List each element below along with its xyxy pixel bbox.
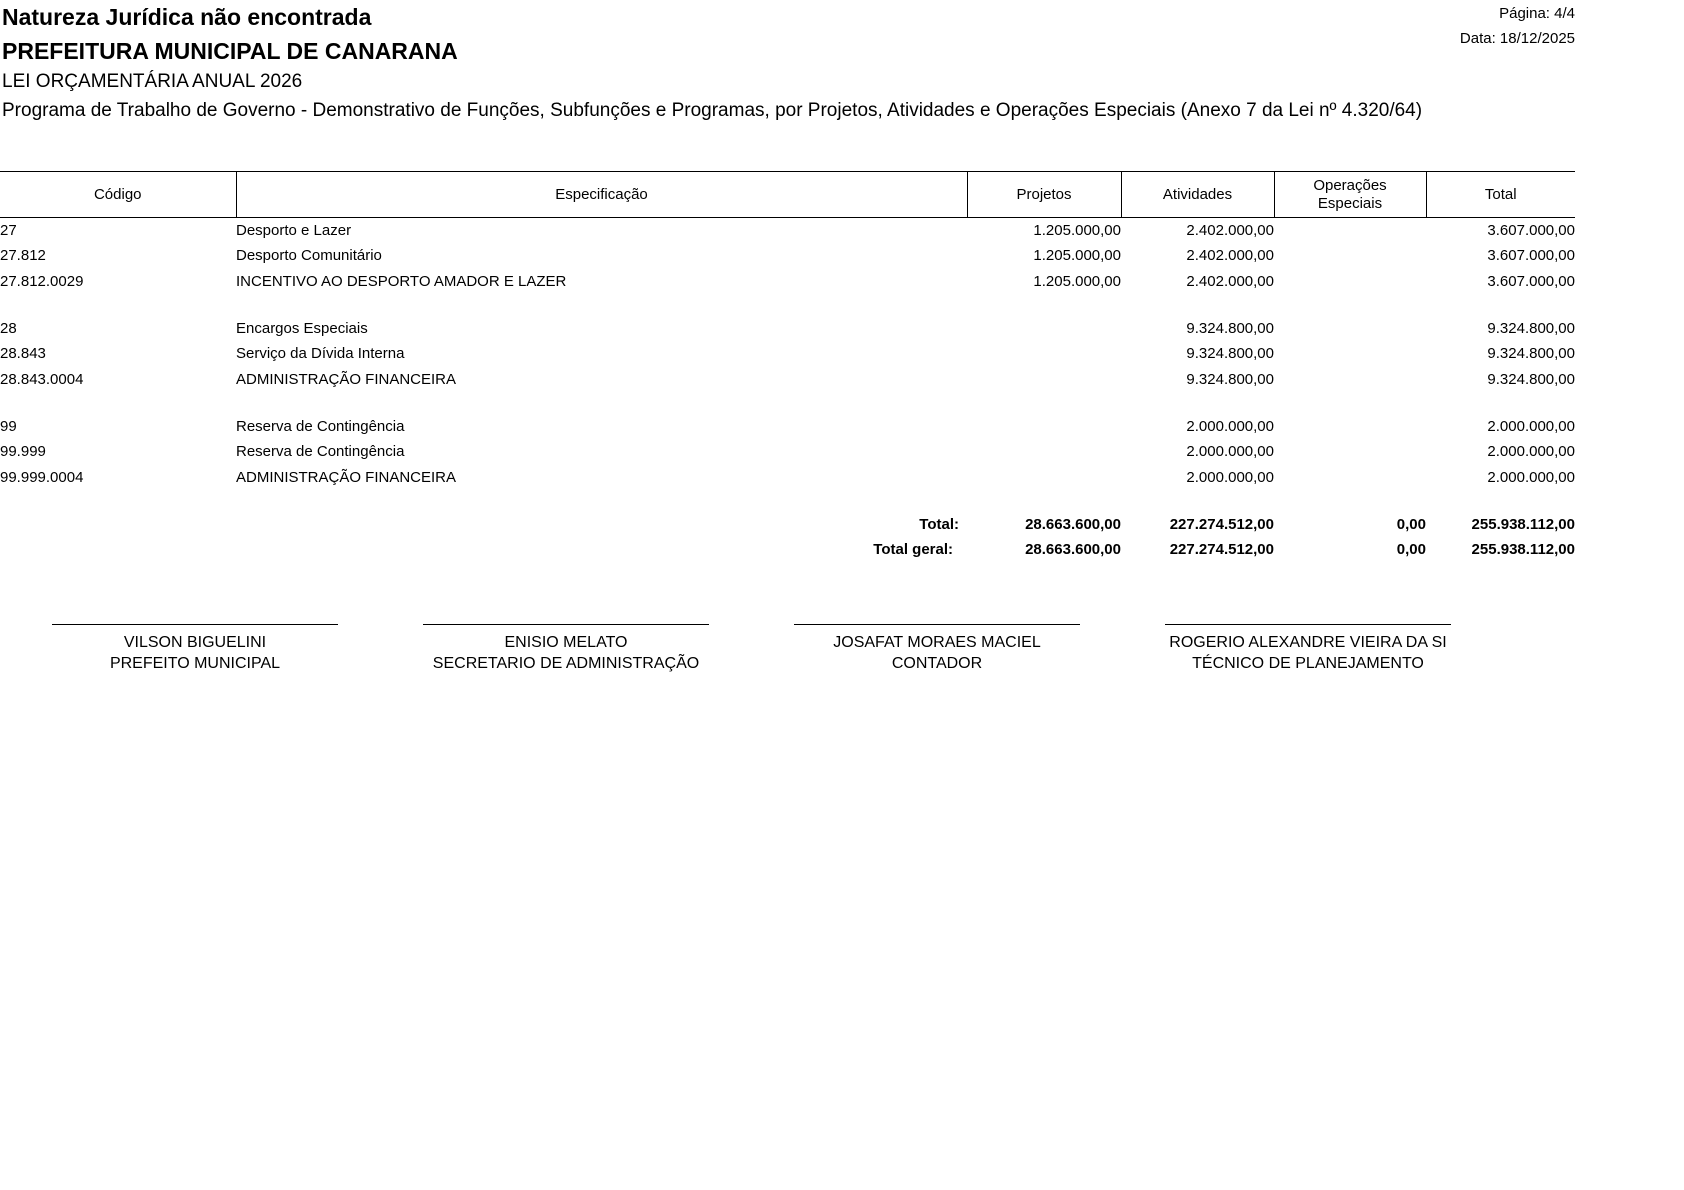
table-row: [0, 464, 1575, 489]
grand-totals-total: 255.938.112,00: [1471, 541, 1575, 559]
cell-operacoes: [1274, 439, 1426, 464]
cell-total: 2.000.000,00: [1487, 468, 1575, 486]
row-spacer: [0, 392, 1575, 414]
signature-role: TÉCNICO DE PLANEJAMENTO: [1192, 655, 1424, 672]
report-table: [0, 171, 1575, 562]
cell-spec: Serviço da Dívida Interna: [236, 345, 405, 363]
cell-spec: ADMINISTRAÇÃO FINANCEIRA: [236, 468, 457, 486]
cell-spec: Desporto Comunitário: [236, 247, 382, 265]
totals-projetos: 28.663.600,00: [1025, 515, 1121, 533]
cell-code: 99: [0, 417, 17, 435]
report-title-line1: Natureza Jurídica não encontrada: [2, 4, 372, 30]
cell-spec: Reserva de Contingência: [236, 443, 405, 461]
cell-total: 2.000.000,00: [1487, 417, 1575, 435]
col-header-projetos: Projetos: [967, 172, 1121, 218]
col-header-operacoes-line1: Operações: [1313, 176, 1387, 194]
table-row: [0, 439, 1575, 464]
cell-projetos: 1.205.000,00: [1033, 222, 1121, 240]
signature-line: [423, 624, 709, 629]
report-subtitle: LEI ORÇAMENTÁRIA ANUAL 2026: [2, 71, 303, 92]
cell-total: 2.000.000,00: [1487, 443, 1575, 461]
cell-projetos: 1.205.000,00: [1033, 272, 1121, 290]
grand-totals-label: Total geral:: [873, 541, 953, 559]
cell-projetos: [967, 439, 1121, 464]
table-row: [0, 366, 1575, 391]
cell-projetos: 1.205.000,00: [1033, 247, 1121, 265]
signature-name: ENISIO MELATO: [504, 634, 628, 651]
signature-name: ROGERIO ALEXANDRE VIEIRA DA SI: [1169, 634, 1447, 651]
cell-atividades: 9.324.800,00: [1186, 320, 1274, 338]
cell-atividades: 2.402.000,00: [1186, 247, 1274, 265]
cell-operacoes: [1274, 316, 1426, 341]
signature-block: [423, 624, 709, 674]
cell-spec: Reserva de Contingência: [236, 417, 405, 435]
signature-role: PREFEITO MUNICIPAL: [109, 655, 281, 672]
cell-spec: ADMINISTRAÇÃO FINANCEIRA: [236, 370, 457, 388]
cell-operacoes: [1274, 218, 1426, 244]
totals-operacoes: 0,00: [1396, 515, 1426, 533]
cell-projetos: [967, 414, 1121, 439]
cell-operacoes: [1274, 269, 1426, 294]
cell-code: 99.999: [0, 443, 46, 461]
cell-projetos: [967, 341, 1121, 366]
cell-atividades: 2.000.000,00: [1186, 417, 1274, 435]
report-description: Programa de Trabalho de Governo - Demonstrativo de Funções, Subfunções e Programas, por Projetos, Atividades e Operações Especiais (Anexo 7 da Lei nº 4.320/64): [2, 100, 1423, 121]
signature-name: VILSON BIGUELINI: [123, 634, 267, 651]
signature-line: [1165, 624, 1451, 629]
report-title-line2: PREFEITURA MUNICIPAL DE CANARANA: [2, 38, 458, 64]
cell-spec: Encargos Especiais: [236, 320, 368, 338]
cell-code: 27.812: [0, 247, 46, 265]
cell-spec: INCENTIVO AO DESPORTO AMADOR E LAZER: [236, 272, 567, 290]
report-date: Data: 18/12/2025: [1459, 30, 1575, 47]
grand-totals-atividades: 227.274.512,00: [1169, 541, 1274, 559]
col-header-total: Total: [1426, 172, 1575, 218]
cell-total: 9.324.800,00: [1487, 320, 1575, 338]
cell-atividades: 2.402.000,00: [1186, 222, 1274, 240]
col-header-atividades: Atividades: [1121, 172, 1274, 218]
cell-atividades: 2.000.000,00: [1186, 468, 1274, 486]
cell-total: 9.324.800,00: [1487, 345, 1575, 363]
cell-atividades: 9.324.800,00: [1186, 345, 1274, 363]
cell-atividades: 9.324.800,00: [1186, 370, 1274, 388]
cell-projetos: [967, 366, 1121, 391]
table-row: [0, 269, 1575, 294]
grand-totals-projetos: 28.663.600,00: [1025, 541, 1121, 559]
signature-line: [52, 624, 338, 629]
signature-name: JOSAFAT MORAES MACIEL: [833, 634, 1041, 651]
cell-code: 28.843: [0, 345, 46, 363]
table-row: [0, 316, 1575, 341]
table-row: [0, 243, 1575, 268]
row-spacer: [0, 490, 1575, 512]
cell-atividades: 2.000.000,00: [1186, 443, 1274, 461]
signature-block: [1165, 624, 1451, 674]
table-row: [0, 341, 1575, 366]
table-row: [0, 218, 1575, 244]
table-row: [0, 414, 1575, 439]
cell-code: 27.812.0029: [0, 272, 84, 290]
cell-total: 3.607.000,00: [1487, 222, 1575, 240]
cell-operacoes: [1274, 243, 1426, 268]
totals-total: 255.938.112,00: [1471, 515, 1575, 533]
signature-line: [794, 624, 1080, 629]
cell-total: 3.607.000,00: [1487, 247, 1575, 265]
signature-role: CONTADOR: [891, 655, 983, 672]
col-header-operacoes-line2: Especiais: [1317, 194, 1383, 212]
cell-operacoes: [1274, 366, 1426, 391]
col-header-codigo: Código: [0, 172, 236, 218]
cell-operacoes: [1274, 414, 1426, 439]
cell-code: 27: [0, 222, 17, 240]
row-spacer: [0, 294, 1575, 316]
cell-projetos: [967, 464, 1121, 489]
cell-projetos: [967, 316, 1121, 341]
cell-spec: Desporto e Lazer: [236, 222, 352, 240]
grand-totals-row: [0, 537, 1575, 562]
totals-row: [0, 512, 1575, 537]
totals-atividades: 227.274.512,00: [1169, 515, 1274, 533]
cell-code: 28: [0, 320, 17, 338]
signature-block: [52, 624, 338, 674]
cell-code: 28.843.0004: [0, 370, 84, 388]
col-header-operacoes: [1274, 172, 1426, 218]
signature-role: SECRETARIO DE ADMINISTRAÇÃO: [432, 655, 700, 672]
cell-atividades: 2.402.000,00: [1186, 272, 1274, 290]
cell-operacoes: [1274, 464, 1426, 489]
page-number: Página: 4/4: [1499, 5, 1575, 22]
cell-total: 3.607.000,00: [1487, 272, 1575, 290]
totals-label: Total:: [919, 515, 959, 533]
table-header-row: [0, 172, 1575, 218]
cell-operacoes: [1274, 341, 1426, 366]
col-header-especificacao: Especificação: [236, 172, 967, 218]
cell-code: 99.999.0004: [0, 468, 84, 486]
signature-block: [794, 624, 1080, 674]
cell-total: 9.324.800,00: [1487, 370, 1575, 388]
grand-totals-operacoes: 0,00: [1396, 541, 1426, 559]
